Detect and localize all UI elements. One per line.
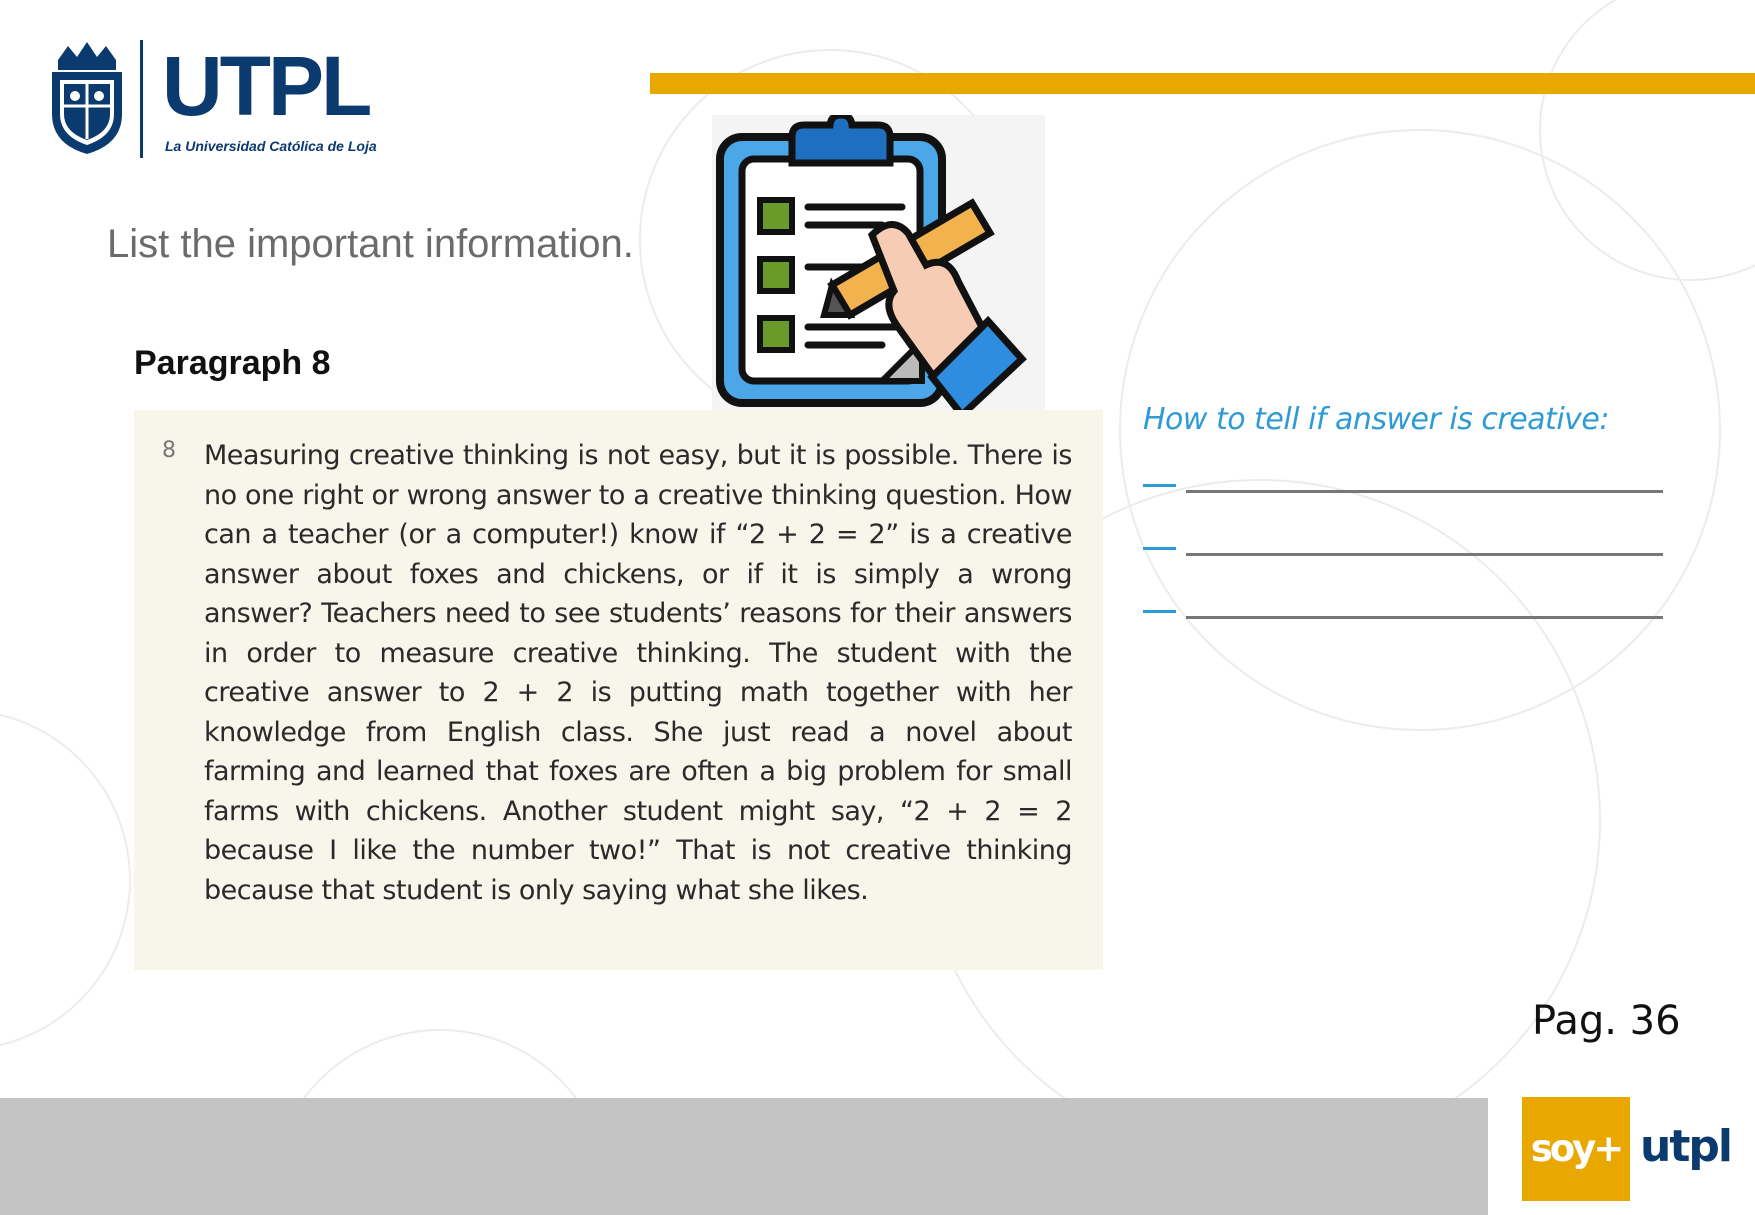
clipboard-checklist-icon [712, 115, 1045, 415]
utpl-logo [48, 38, 388, 160]
notes-title: How to tell if answer is creative: [1143, 402, 1609, 437]
paragraph-heading: Paragraph 8 [134, 344, 331, 382]
answer-dash [1143, 610, 1176, 613]
answer-rule [1186, 553, 1663, 556]
page-number: Pag. 36 [1532, 998, 1681, 1044]
soy-utpl-logo [1522, 1097, 1732, 1201]
answer-rule [1186, 616, 1663, 619]
accent-bar [650, 73, 1755, 94]
answer-line [1143, 476, 1663, 498]
logo-tagline: La Universidad Católica de Loja [165, 138, 377, 154]
answer-line [1143, 602, 1663, 624]
footer-bar [0, 1098, 1488, 1215]
university-crest-icon [48, 40, 126, 156]
excerpt-box [134, 410, 1103, 970]
soy-logo-word: utpl [1640, 1121, 1731, 1172]
logo-wordmark: UTPL [162, 39, 370, 133]
paragraph-text: Measuring creative thinking is not easy, but it is possible. There is no one right or wrong answer to a creative thinking question. How can a teacher (or a computer!) know if “2 + 2 = 2” is a creative answer about foxes and chickens, or if it is simply a wrong answer? Teachers need to see students’ reasons for their answers in order to measure creative thinking. The student with the creative answer to 2 + 2 is putting math together with her knowledge from English class. She just read a novel about farming and learned that foxes are often a big problem for small farms with chickens. Another student might say, “2 + 2 = 2 because I like the number two!” That is not creative thinking because that student is only saying what she likes. [204, 440, 1072, 906]
paragraph-number: 8 [162, 438, 176, 463]
logo-divider [140, 40, 143, 158]
answer-dash [1143, 484, 1176, 487]
answer-dash [1143, 547, 1176, 550]
instruction-text: List the important information. [107, 222, 634, 266]
soy-logo-box: soy+ [1522, 1097, 1630, 1201]
answer-line [1143, 539, 1663, 561]
answer-rule [1186, 490, 1663, 493]
